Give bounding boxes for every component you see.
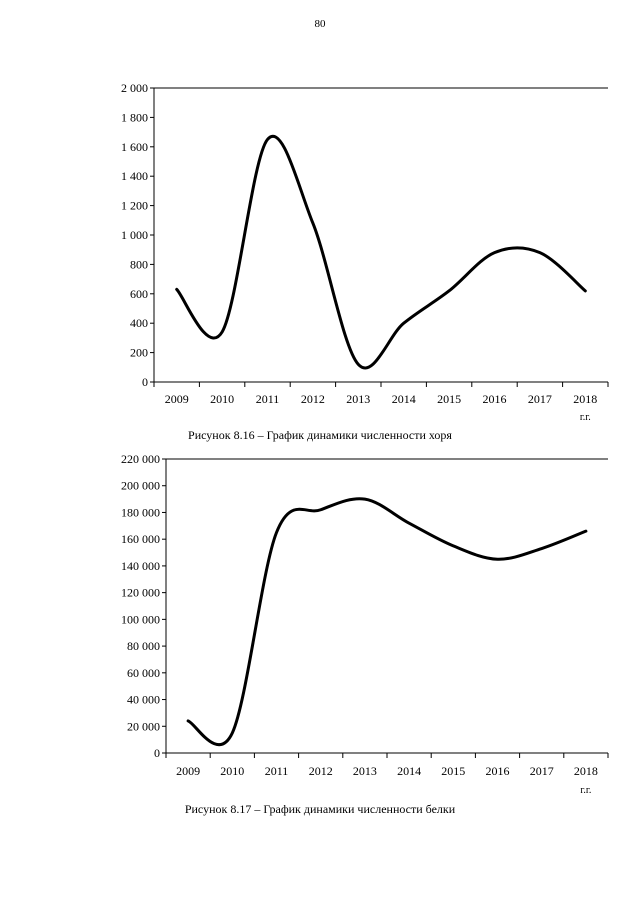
ferret-y-tick-label: 1 000 — [121, 228, 148, 242]
ferret-y-tick-label: 2 000 — [121, 81, 148, 95]
ferret-y-tick-label: 1 600 — [121, 139, 148, 154]
squirrel-y-tick-label: 200 000 — [121, 478, 160, 493]
squirrel-x-tick-label: 2017 — [529, 764, 554, 778]
ferret-x-tick-label: 2017 — [527, 392, 552, 406]
ferret-x-tick-label: 2012 — [300, 392, 325, 406]
squirrel-x-tick-label: 2011 — [264, 764, 289, 778]
squirrel-x-unit-label: г.г. — [580, 785, 592, 796]
squirrel-y-tick-label: 60 000 — [127, 665, 160, 680]
ferret-y-tick-label: 0 — [142, 375, 148, 389]
chart-caption-squirrel: Рисунок 8.17 – График динамики численности белки — [184, 802, 456, 816]
ferret-x-tick-label: 2018 — [573, 392, 598, 406]
ferret-x-tick-label: 2015 — [437, 392, 462, 406]
squirrel-x-tick-label: 2009 — [176, 764, 201, 778]
squirrel-y-tick-label: 140 000 — [121, 558, 160, 573]
squirrel-y-tick-label: 120 000 — [121, 585, 160, 600]
squirrel-x-tick-label: 2013 — [352, 764, 377, 778]
ferret-x-tick-label: 2016 — [482, 392, 507, 406]
ferret-y-tick-label: 800 — [130, 257, 148, 272]
ferret-y-tick-label: 400 — [130, 316, 148, 331]
squirrel-y-tick-label: 100 000 — [121, 612, 160, 627]
ferret-x-tick-label: 2011 — [255, 392, 280, 406]
ferret-x-tick-label: 2010 — [210, 392, 235, 406]
ferret-y-tick-label: 1 400 — [121, 169, 148, 184]
ferret-y-tick-label: 600 — [130, 286, 148, 301]
squirrel-y-tick-label: 180 000 — [121, 505, 160, 520]
squirrel-y-tick-label: 160 000 — [121, 532, 160, 547]
ferret-x-tick-label: 2013 — [346, 392, 371, 406]
ferret-x-tick-label: 2014 — [391, 392, 416, 406]
ferret-x-tick-label: 2009 — [164, 392, 189, 406]
chart-caption-ferret: Рисунок 8.16 – График динамики численности хоря — [188, 428, 452, 442]
page-number: 80 — [314, 18, 326, 30]
ferret-series-line — [177, 136, 586, 368]
squirrel-y-tick-label: 20 000 — [127, 719, 160, 734]
ferret-y-tick-label: 1 800 — [121, 110, 148, 125]
squirrel-x-tick-label: 2014 — [397, 764, 422, 778]
squirrel-y-tick-label: 220 000 — [121, 452, 160, 466]
squirrel-y-tick-label: 40 000 — [127, 692, 160, 707]
ferret-x-unit-label: г.г. — [579, 412, 591, 423]
squirrel-x-tick-label: 2016 — [485, 764, 510, 778]
squirrel-y-tick-label: 80 000 — [127, 639, 160, 654]
ferret-y-tick-label: 200 — [130, 345, 148, 360]
squirrel-series-line — [188, 499, 586, 745]
squirrel-y-tick-label: 0 — [154, 746, 160, 760]
squirrel-x-tick-label: 2012 — [308, 764, 333, 778]
squirrel-x-tick-label: 2018 — [573, 764, 598, 778]
ferret-y-tick-label: 1 200 — [121, 198, 148, 213]
squirrel-x-tick-label: 2015 — [441, 764, 466, 778]
squirrel-x-tick-label: 2010 — [220, 764, 245, 778]
